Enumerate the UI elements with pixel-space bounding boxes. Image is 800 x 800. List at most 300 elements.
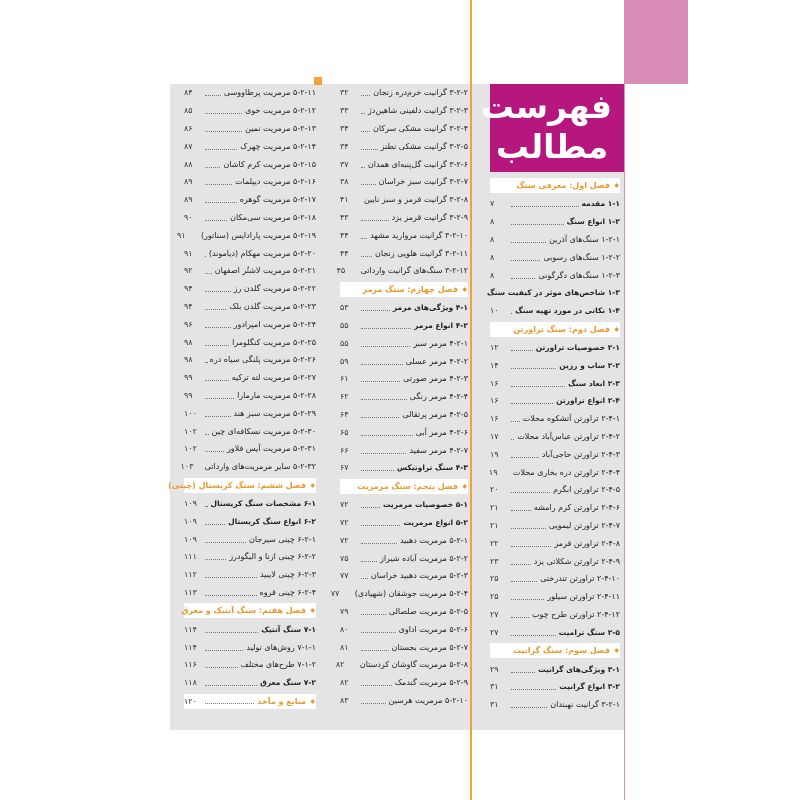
toc-entry[interactable] — [184, 404, 316, 422]
toc-entry[interactable] — [490, 410, 620, 428]
toc-entry[interactable] — [490, 696, 620, 714]
entry-title: ۵-۲-۲۷ مرمریت لته ترکیه — [231, 373, 316, 383]
toc-entry[interactable] — [490, 356, 620, 374]
entry-title: ۵-۲-۱۷ مرمریت گوهره — [239, 195, 316, 205]
toc-entry[interactable] — [340, 603, 468, 621]
page-number: ۴۱ — [339, 195, 349, 205]
entry-title: ۵-۲-۳۲ سایر مرمریت‌های وارداتی — [204, 462, 316, 472]
entry-title: ۵-۲-۱۹ مرمریت پارادایس (سناتور) — [200, 230, 316, 240]
entry-title: ۵-۲-۳ مرمریت دهبید خراسان — [370, 571, 468, 581]
entry-title: ۵-۲-۱۲ مرمریت خوی — [245, 106, 316, 116]
page-number: ۷۲ — [340, 517, 349, 527]
page-number: ۸۷ — [184, 141, 193, 151]
toc-entry[interactable] — [330, 585, 468, 603]
page-number: ۷۷ — [330, 589, 340, 599]
toc-entry[interactable] — [340, 441, 468, 459]
dot-leader — [511, 242, 546, 243]
dot-leader — [511, 421, 520, 422]
toc-entry[interactable] — [184, 548, 316, 566]
toc-entry[interactable] — [184, 120, 316, 138]
toc-entry[interactable] — [340, 209, 468, 227]
toc-entry[interactable] — [490, 534, 620, 552]
page-number: ۳۷ — [340, 159, 349, 169]
entry-title: ۲-۴-۳ تراورتن حاجی‌آباد — [541, 449, 620, 459]
toc-entry[interactable] — [490, 302, 620, 320]
page-number: ۸۲ — [335, 660, 345, 670]
toc-entry[interactable] — [335, 656, 468, 674]
dot-leader — [361, 184, 376, 185]
entry-title: ۱-۲-۲ سنگ‌های رسوبی — [543, 252, 620, 262]
page-number: ۲۹ — [490, 664, 499, 674]
toc-chapter-heading[interactable]: ◆ فصل دوم: سنگ تراورتن — [490, 322, 620, 337]
toc-entry[interactable] — [490, 606, 620, 624]
dot-leader — [205, 398, 234, 399]
entry-title: ۱-۲-۳ سنگ‌های دگرگونی — [538, 270, 620, 280]
page-number: ۸ — [490, 234, 495, 244]
entry-title: ۷-۱ سنگ آنتیک — [261, 624, 316, 634]
entry-title: ۴-۲ انواع مرمر — [414, 320, 468, 330]
dot-leader — [361, 113, 365, 114]
entry-title: ۴-۲-۷ مرمر سفید — [409, 445, 468, 455]
toc-entry[interactable] — [340, 155, 468, 173]
entry-title: ۲-۳ ابعاد سنگ — [568, 378, 620, 388]
dot-leader — [361, 453, 406, 454]
page-number: ۸۸ — [184, 159, 193, 169]
toc-entry[interactable] — [340, 567, 468, 585]
toc-entry[interactable] — [184, 674, 316, 692]
toc-entry[interactable] — [340, 514, 468, 532]
toc-chapter-heading[interactable]: ◆ فصل هفتم: سنگ آنتیک و معرق — [184, 603, 316, 618]
page-number: ۱۱۳ — [184, 587, 197, 597]
entry-title: ۱-۱ مقدمه — [581, 199, 620, 209]
page-number: ۱۶ — [490, 414, 499, 424]
entry-title: ۵-۲-۲۸ مرمریت مارمارا — [237, 390, 316, 400]
toc-entry[interactable] — [490, 499, 620, 517]
page-number: ۹۱ — [184, 248, 193, 258]
page-number: ۲۷ — [490, 627, 499, 637]
dot-leader — [511, 635, 556, 636]
pink-vertical-line — [624, 0, 625, 800]
toc-entry[interactable] — [340, 674, 468, 692]
dot-leader — [205, 650, 243, 651]
page-number: ۹۱ — [176, 230, 186, 240]
toc-entry[interactable] — [340, 531, 468, 549]
page-number: ۳۱ — [490, 682, 499, 692]
entry-title: ۵-۲-۶ مرمریت اداوی — [398, 624, 468, 634]
page-number: ۲۲ — [490, 538, 499, 548]
toc-column-2 — [330, 84, 468, 709]
page-number: ۸۱ — [340, 642, 349, 652]
dot-leader — [205, 113, 242, 114]
entry-title: ۵-۲-۱۴ مرمریت چهرک — [240, 141, 316, 151]
dot-leader — [205, 184, 232, 185]
toc-chapter-heading[interactable]: ◆ فصل چهارم: سنگ مرمر — [340, 282, 468, 297]
toc-title-box — [480, 84, 624, 172]
entry-title: ۶-۲-۳ چینی لایبید — [259, 570, 316, 580]
page-number: ۱۱۶ — [184, 660, 197, 670]
entry-title: ۳-۲ انواع گرانیت — [559, 682, 620, 692]
entry-title: ۲-۴-۹ تراورتن شکلاتی یزد — [533, 556, 620, 566]
page-number: ۹۰ — [184, 212, 193, 222]
toc-entry[interactable] — [180, 458, 316, 476]
dot-leader — [511, 278, 535, 279]
toc-entry[interactable] — [184, 173, 316, 191]
toc-entry[interactable] — [184, 315, 316, 333]
toc-entry[interactable] — [340, 137, 468, 155]
entry-title: ۳-۲-۱۰ گرانیت مروارید مشهد — [370, 230, 468, 240]
dot-leader — [511, 206, 579, 207]
pink-corner-block — [624, 0, 688, 84]
toc-entry[interactable] — [490, 481, 620, 499]
page-number: ۹۶ — [184, 319, 193, 329]
page-number: ۹۴ — [184, 301, 193, 311]
dot-leader — [205, 632, 258, 633]
toc-entry[interactable] — [487, 284, 620, 302]
entry-title: ۵-۲-۲۴ مرمریت امپرادور — [233, 319, 316, 329]
dot-leader — [361, 131, 370, 132]
toc-entry[interactable] — [184, 440, 316, 458]
page-number: ۱۰۰ — [184, 408, 197, 418]
dot-leader — [205, 291, 231, 292]
toc-entry[interactable] — [490, 428, 620, 446]
toc-entry[interactable] — [490, 374, 620, 392]
toc-entry[interactable] — [340, 549, 468, 567]
dot-leader — [361, 220, 389, 221]
toc-entry[interactable] — [184, 656, 316, 674]
toc-chapter-heading[interactable]: ◆ فصل ششم: سنگ کریستال (چینی) — [184, 478, 316, 493]
entry-title: ۳-۲-۳ گرانیت دلفینی شاهین‌دژ — [367, 106, 468, 116]
toc-entry[interactable] — [340, 423, 468, 441]
toc-chapter-heading[interactable]: ◆ فصل سوم: سنگ گرانیت — [490, 643, 620, 658]
page-number: ۱۱۸ — [184, 678, 197, 688]
page-number: ۸۴ — [184, 88, 193, 98]
page-number: ۷۲ — [340, 535, 349, 545]
entry-title: ۲-۴-۱۱ تراورتن سیلور — [547, 592, 620, 602]
dot-leader — [205, 667, 238, 668]
page-number: ۶۲ — [340, 392, 349, 402]
entry-title: ۴-۲-۱ مرمر سبز — [413, 338, 468, 348]
toc-entry[interactable] — [490, 517, 620, 535]
dot-leader — [511, 672, 535, 673]
toc-entry[interactable] — [336, 262, 468, 280]
dot-leader — [205, 559, 226, 560]
entry-title: ۳-۲-۱ گرانیت نهبندان — [550, 700, 620, 710]
dot-leader — [205, 506, 207, 507]
toc-entry[interactable] — [490, 678, 620, 696]
toc-entry[interactable] — [184, 422, 316, 440]
toc-entry[interactable] — [176, 226, 316, 244]
page-number: ۱۱۱ — [184, 552, 197, 562]
toc-entry[interactable] — [340, 334, 468, 352]
page-number: ۹۸ — [184, 337, 193, 347]
page-number: ۳۴ — [340, 123, 349, 133]
toc-entry[interactable] — [184, 209, 316, 227]
toc-entry[interactable] — [340, 191, 468, 209]
toc-column-3 — [168, 84, 316, 711]
dot-leader — [361, 328, 411, 329]
toc-column-1 — [487, 176, 620, 714]
toc-entry[interactable] — [340, 388, 468, 406]
entry-title: ۵-۲-۸ مرمریت گاوشان کردستان — [359, 660, 468, 670]
entry-title: ۱-۳ شاخص‌های موثر در کیفیت سنگ — [487, 288, 620, 298]
page-number: ۱۱۲ — [184, 570, 197, 580]
toc-entry[interactable] — [490, 213, 620, 231]
dot-leader — [205, 577, 257, 578]
toc-entry[interactable] — [184, 512, 316, 530]
toc-entry[interactable] — [184, 191, 316, 209]
page-number: ۸۵ — [184, 106, 193, 116]
entry-title: ۳-۲-۱۱ گرانیت هلویی زنجان — [375, 248, 468, 258]
toc-entry[interactable] — [184, 530, 316, 548]
page-number: ۷۹ — [340, 606, 349, 616]
toc-entry[interactable] — [340, 299, 468, 317]
dot-leader — [361, 364, 403, 365]
dot-leader — [511, 350, 533, 351]
page-number: ۱۶ — [490, 378, 499, 388]
page-number: ۸ — [490, 270, 495, 280]
toc-entry[interactable] — [490, 392, 620, 410]
page-number: ۱۴ — [490, 360, 499, 370]
toc-entry[interactable] — [340, 352, 468, 370]
toc-entry[interactable] — [490, 463, 620, 481]
dot-leader — [511, 707, 547, 708]
entry-title: ۳-۲-۴ گرانیت مشکی سرکان — [373, 123, 468, 133]
dot-leader — [361, 685, 392, 686]
toc-entry[interactable] — [340, 173, 468, 191]
dot-leader — [361, 507, 380, 508]
toc-entry[interactable] — [490, 552, 620, 570]
page-number: ۹۹ — [184, 390, 193, 400]
dot-leader — [361, 149, 378, 150]
toc-entry[interactable] — [184, 280, 316, 298]
toc-entry[interactable] — [184, 584, 316, 602]
toc-entry[interactable] — [184, 155, 316, 173]
toc-entry[interactable] — [490, 623, 620, 641]
dot-leader — [205, 202, 237, 203]
dot-leader — [205, 220, 227, 221]
entry-title: ۳-۲-۷ گرانیت سبز خراسان — [378, 177, 468, 187]
page-number: ۲۰ — [490, 485, 499, 495]
page-number: ۱۰ — [490, 306, 499, 316]
toc-entry[interactable] — [184, 566, 316, 584]
toc-entry[interactable] — [184, 262, 316, 280]
toc-entry[interactable] — [490, 660, 620, 678]
dot-leader — [511, 403, 553, 404]
page-number: ۴۴ — [340, 230, 349, 240]
entry-title: ۵-۲-۱۰ مرمریت هرسین — [388, 695, 468, 705]
dot-leader — [205, 703, 254, 704]
page-number: ۹۴ — [184, 284, 193, 294]
toc-entry[interactable] — [340, 406, 468, 424]
entry-title: ۵-۲-۱۳ مرمریت نمین — [245, 123, 316, 133]
dot-leader — [511, 386, 565, 387]
entry-title: ۳-۲-۸ گرانیت قرمز و سبز نایین — [363, 195, 468, 205]
toc-entry[interactable] — [184, 102, 316, 120]
entry-title: ۴-۳ سنگ تراونیکس — [396, 463, 468, 473]
dot-leader — [511, 528, 546, 529]
dot-leader — [205, 256, 206, 257]
toc-chapter-heading[interactable]: ◆ فصل اول: معرفی سنگ — [490, 178, 620, 193]
entry-title: ۲-۴ انواع تراورتن — [556, 396, 620, 406]
dot-leader — [361, 95, 370, 96]
dot-leader — [205, 685, 257, 686]
entry-title: ۲-۴-۴ تراورتن دره بخاری محلات — [512, 467, 620, 477]
toc-entry[interactable] — [490, 248, 620, 266]
entry-title: ۷-۱-۱ روش‌های تولید — [246, 642, 316, 652]
toc-chapter-heading[interactable]: ◆ فصل پنجم: سنگ مرمریت — [340, 479, 468, 494]
page-number: ۱۱۴ — [184, 642, 197, 652]
entry-title: ۵-۲-۹ مرمریت گندمک — [394, 678, 468, 688]
page-number: ۱۶ — [490, 396, 499, 406]
dot-leader — [511, 260, 540, 261]
entry-title: ۳-۲-۵ گرانیت مشکی نطنز — [380, 141, 468, 151]
toc-entry[interactable] — [184, 638, 316, 656]
page-number: ۸ — [490, 217, 495, 227]
entry-title: ۵-۲-۳۰ مرمریت نسکافه‌ای چین — [211, 426, 316, 436]
toc-entry[interactable] — [184, 84, 316, 102]
entry-title: ۴-۲-۵ مرمر پرتقالی — [402, 409, 468, 419]
toc-entry[interactable] — [184, 369, 316, 387]
toc-chapter-heading[interactable] — [184, 694, 316, 709]
dot-leader — [205, 595, 257, 596]
entry-title: ۲-۲ ساب و رزین — [559, 360, 620, 370]
toc-entry[interactable] — [184, 333, 316, 351]
dot-leader — [361, 470, 394, 471]
page-number: ۲۱ — [490, 520, 499, 530]
page-number: ۱۷ — [490, 431, 499, 441]
toc-entry[interactable] — [340, 102, 468, 120]
page-number: ۸۹ — [184, 177, 193, 187]
entry-title: ۴-۲-۴ مرمر رنگی — [409, 392, 468, 402]
toc-entry[interactable] — [340, 638, 468, 656]
dot-leader — [205, 95, 221, 96]
entry-title: ۶-۲-۴ چینی قروه — [259, 587, 316, 597]
toc-entry[interactable] — [340, 496, 468, 514]
entry-title: ۴-۲-۶ مرمر آبی — [415, 427, 468, 437]
entry-title: ۲-۵ سنگ ترامیت — [558, 627, 620, 637]
entry-title: ۳-۲-۱۲ سنگ‌های گرانیت وارداتی — [360, 266, 468, 276]
toc-entry[interactable] — [184, 244, 316, 262]
dot-leader — [511, 564, 531, 565]
toc-entry[interactable] — [340, 120, 468, 138]
toc-entry[interactable] — [340, 84, 468, 102]
entry-title: ۵-۲-۲۳ مرمریت گلدن بلک — [229, 301, 316, 311]
entry-title: ۲-۴-۱۰ تراورتن تندرختی — [540, 574, 620, 584]
entry-title: ۲-۴-۵ تراورتن ابگرم — [553, 485, 620, 495]
dot-leader — [361, 703, 386, 704]
entry-title: ۳-۲-۲ گرانیت خرم‌دره زنجان — [373, 88, 468, 98]
dot-leader — [361, 167, 365, 168]
page-number: ۵۵ — [340, 338, 349, 348]
dot-leader — [205, 416, 231, 417]
dot-leader — [205, 327, 231, 328]
toc-entry[interactable] — [184, 387, 316, 405]
page-number: ۴۳ — [340, 212, 349, 222]
chapter-title: ◆ منابع و مآخذ — [257, 696, 306, 706]
page-number: ۱۲ — [490, 342, 499, 352]
dot-leader — [361, 417, 399, 418]
toc-entry[interactable] — [340, 459, 468, 477]
dot-leader — [205, 167, 220, 168]
toc-entry[interactable] — [490, 588, 620, 606]
page-number: ۹۹ — [184, 373, 193, 383]
page-number: ۶۷ — [340, 463, 349, 473]
toc-entry[interactable] — [490, 266, 620, 284]
dot-leader — [511, 689, 556, 690]
dot-leader — [205, 451, 224, 452]
toc-entry[interactable] — [184, 351, 316, 369]
dot-leader — [361, 238, 367, 239]
toc-entry[interactable] — [490, 570, 620, 588]
entry-title: ۲-۴-۶ تراورتن کرم رامشه — [533, 503, 620, 513]
page-number: ۱۱۴ — [184, 624, 197, 634]
entry-title: ۵-۲-۲۰ مرمریت مهکام (دیاموند) — [208, 248, 316, 258]
page-number: ۱۲۰ — [184, 696, 197, 706]
dot-leader — [205, 309, 226, 310]
toc-entry[interactable] — [340, 620, 468, 638]
dot-leader — [511, 599, 544, 600]
entry-title: ۳-۲-۹ گرانیت قرمز یزد — [391, 212, 468, 222]
toc-entry[interactable] — [340, 317, 468, 335]
page-number: ۶۴ — [340, 409, 349, 419]
dot-leader — [511, 224, 564, 225]
page-number: ۱۰۲ — [184, 426, 197, 436]
toc-entry[interactable] — [184, 620, 316, 638]
page-number: ۵۳ — [340, 303, 349, 313]
dot-leader — [205, 131, 242, 132]
page-number: ۹۲ — [184, 266, 193, 276]
toc-entry[interactable] — [184, 298, 316, 316]
toc-entry[interactable] — [490, 195, 620, 213]
entry-title: ۱-۲-۱ سنگ‌های آذرین — [549, 234, 620, 244]
dot-leader — [205, 345, 229, 346]
entry-title: ۵-۲-۲۵ مرمریت کنگلومرا — [232, 337, 316, 347]
dot-leader — [361, 435, 413, 436]
dot-leader — [511, 457, 539, 458]
dot-leader — [361, 525, 400, 526]
entry-title: ۲-۴-۲ تراورتن عباس‌آباد محلات — [517, 431, 620, 441]
toc-entry[interactable] — [490, 445, 620, 463]
toc-entry[interactable] — [340, 244, 468, 262]
toc-entry[interactable] — [490, 231, 620, 249]
page-number: ۸ — [490, 252, 495, 262]
page-number: ۳۸ — [340, 177, 349, 187]
entry-title: ۶-۱ مشخصات سنگ کریستال — [210, 498, 316, 508]
page-number: ۷۵ — [340, 553, 349, 563]
toc-entry[interactable] — [184, 495, 316, 513]
entry-title: ۵-۲-۲۱ مرمریت لاشتُر اصفهان — [214, 266, 316, 276]
toc-title-line-2: مطالب — [495, 127, 609, 166]
dot-leader — [361, 561, 377, 562]
toc-entry[interactable] — [340, 226, 468, 244]
toc-entry[interactable] — [340, 692, 468, 710]
page-number: ۶۶ — [340, 445, 349, 455]
dot-leader — [361, 578, 368, 579]
entry-title: ۵-۲-۱۶ مرمریت دیپلمات — [235, 177, 316, 187]
page-number: ۲۳ — [490, 556, 499, 566]
toc-entry[interactable] — [184, 137, 316, 155]
page-number: ۹۸ — [184, 355, 193, 365]
dot-leader — [205, 542, 246, 543]
toc-entry[interactable] — [340, 370, 468, 388]
toc-entry[interactable] — [490, 339, 620, 357]
entry-title: ۵-۲-۲ مرمریت آباده شیراز — [379, 553, 468, 563]
entry-title: ۵-۲ انواع مرمریت — [403, 517, 468, 527]
dot-leader — [361, 614, 386, 615]
page-number: ۲۷ — [490, 609, 499, 619]
page-number: ۷۲ — [340, 500, 349, 510]
dot-leader — [361, 256, 372, 257]
